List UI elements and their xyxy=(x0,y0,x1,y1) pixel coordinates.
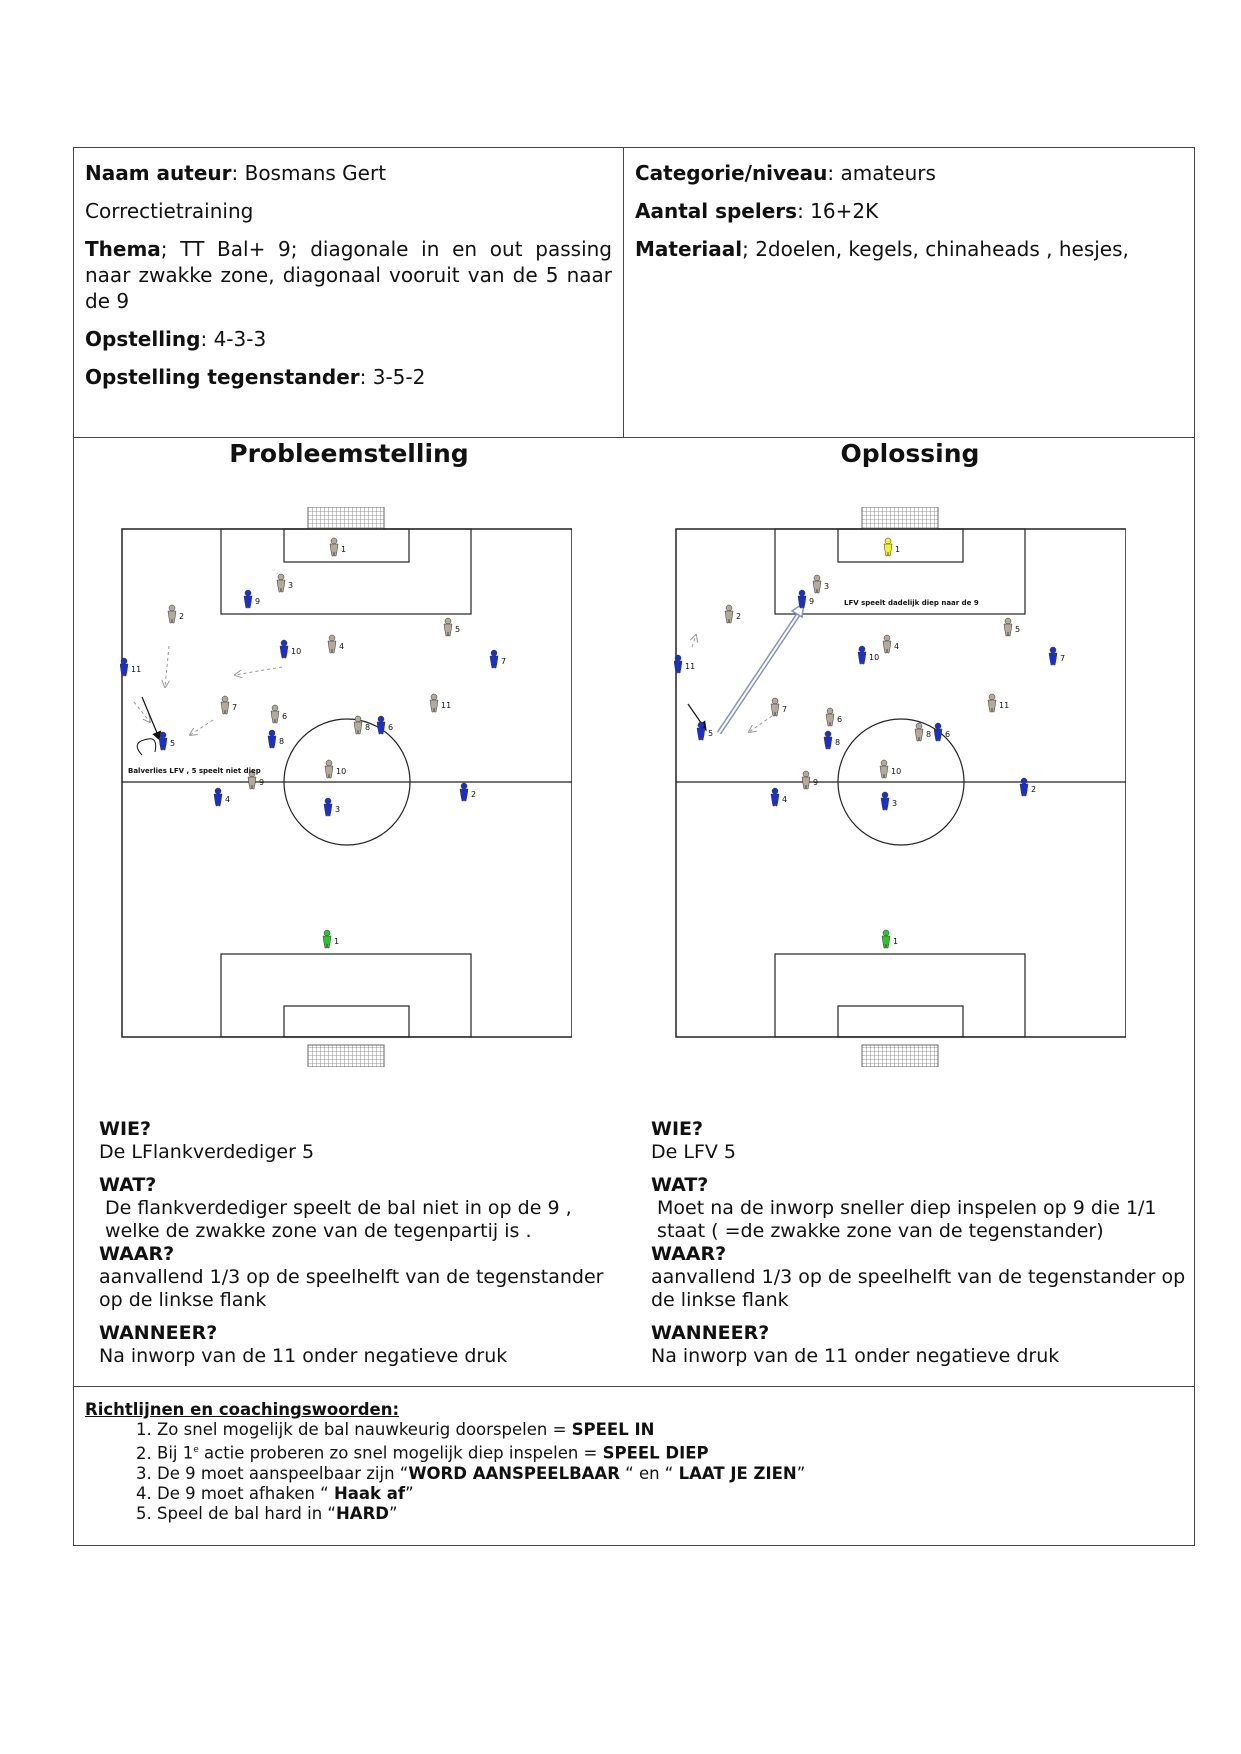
player-number: 7 xyxy=(1060,654,1066,663)
solution-field-diagram xyxy=(674,507,1126,1067)
player-number: 6 xyxy=(388,723,394,732)
player-number: 11 xyxy=(441,701,452,710)
header-section xyxy=(74,148,1194,438)
player-number: 9 xyxy=(809,597,815,606)
player-number: 1 xyxy=(341,545,347,554)
guidelines-list xyxy=(85,1420,1183,1524)
training-type: Correctietraining xyxy=(85,199,254,223)
guidelines-section xyxy=(74,1386,1194,1524)
player-number: 4 xyxy=(339,642,345,651)
when-question: WANNEER? xyxy=(99,1322,218,1344)
what-answer-line2: welke de zwakke zone van de tegenpartij is . xyxy=(99,1220,532,1242)
player-number: 4 xyxy=(225,795,231,804)
what-question: WAT? xyxy=(99,1174,157,1196)
player-number: 6 xyxy=(282,712,288,721)
player-number: 3 xyxy=(824,582,830,591)
player-number: 10 xyxy=(891,767,902,776)
where-answer-line2: de linkse flank xyxy=(651,1289,789,1311)
player-number: 4 xyxy=(894,642,900,651)
player-number: 1 xyxy=(334,937,340,946)
player-number: 7 xyxy=(232,703,238,712)
player-number: 8 xyxy=(365,723,371,732)
diagrams-section xyxy=(74,437,1194,1387)
theme-line: Thema; TT Bal+ 9; diagonale in en out passing naar zwakke zone, diagonaal vooruit van de 5 naar de 9 xyxy=(85,237,612,313)
opp-formation-line: Opstelling tegenstander: 3-5-2 xyxy=(85,365,426,389)
player-number: 5 xyxy=(170,739,176,748)
player-number: 11 xyxy=(131,665,142,674)
when-answer: Na inworp van de 11 onder negatieve druk xyxy=(99,1345,508,1367)
what-answer-line2: staat ( =de zwakke zone van de tegenstander) xyxy=(651,1220,1104,1242)
player-number: 3 xyxy=(335,805,341,814)
where-answer-line1: aanvallend 1/3 op de speelhelft van de tegenstander xyxy=(99,1266,604,1288)
player-number: 2 xyxy=(179,612,185,621)
player-number: 10 xyxy=(336,767,347,776)
player-number: 2 xyxy=(736,612,742,621)
player-number: 6 xyxy=(837,715,843,724)
player-number: 9 xyxy=(813,778,819,787)
who-answer: De LFlankverdediger 5 xyxy=(99,1141,315,1163)
who-question: WIE? xyxy=(651,1118,704,1140)
player-number: 10 xyxy=(869,653,880,662)
who-question: WIE? xyxy=(99,1118,152,1140)
material-line: Materiaal; 2doelen, kegels, chinaheads , hesjes, xyxy=(635,237,1129,261)
what-question: WAT? xyxy=(651,1174,709,1196)
formation-line: Opstelling: 4-3-3 xyxy=(85,327,267,351)
bottom-goal-net xyxy=(862,1045,938,1067)
what-answer-line1: De flankverdediger speelt de bal niet in op de 9 , xyxy=(99,1197,572,1219)
player-number: 3 xyxy=(288,581,294,590)
player-number: 5 xyxy=(1015,625,1021,634)
player-number: 4 xyxy=(782,795,788,804)
solution-qa xyxy=(651,1118,1191,1368)
guideline-item: 5. Speel de bal hard in “HARD” xyxy=(157,1504,1183,1524)
player-number: 1 xyxy=(895,545,901,554)
problem-qa xyxy=(99,1118,619,1368)
player-number: 11 xyxy=(999,701,1010,710)
solution-title: Oplossing xyxy=(840,439,980,468)
player-number: 10 xyxy=(291,647,302,656)
top-goal-net xyxy=(308,507,384,529)
problem-title: Probleemstelling xyxy=(229,439,469,468)
guideline-item: 4. De 9 moet afhaken “ Haak af” xyxy=(157,1484,1183,1504)
where-answer-line2: op de linkse flank xyxy=(99,1289,267,1311)
player-number: 9 xyxy=(259,778,265,787)
when-question: WANNEER? xyxy=(651,1322,770,1344)
who-answer: De LFV 5 xyxy=(651,1141,736,1163)
player-number: 8 xyxy=(926,730,932,739)
player-number: 1 xyxy=(893,937,899,946)
players-line: Aantal spelers: 16+2K xyxy=(635,199,879,223)
player-number: 5 xyxy=(455,625,461,634)
player-number: 3 xyxy=(892,799,898,808)
player-number: 8 xyxy=(835,738,841,747)
player-number: 8 xyxy=(279,737,285,746)
guidelines-title: Richtlijnen en coachingswoorden: xyxy=(85,1400,400,1419)
player-number: 2 xyxy=(1031,785,1037,794)
player-number: 7 xyxy=(501,657,507,666)
header-left xyxy=(74,148,624,437)
top-goal-net xyxy=(862,507,938,529)
player-number: 9 xyxy=(255,597,261,606)
guideline-item: 3. De 9 moet aanspeelbaar zijn “WORD AANSPEELBAAR “ en “ LAAT JE ZIEN” xyxy=(157,1464,1183,1484)
player-number: 11 xyxy=(685,662,696,671)
guideline-item: 1. Zo snel mogelijk de bal nauwkeurig doorspelen = SPEEL IN xyxy=(157,1420,1183,1440)
when-answer: Na inworp van de 11 onder negatieve druk xyxy=(651,1345,1060,1367)
where-answer-line1: aanvallend 1/3 op de speelhelft van de tegenstander op xyxy=(651,1266,1186,1288)
pitch-outline xyxy=(122,529,572,1037)
player-number: 2 xyxy=(471,790,477,799)
bottom-goal-net xyxy=(308,1045,384,1067)
header-right xyxy=(624,148,1196,437)
where-question: WAAR? xyxy=(99,1243,175,1265)
training-sheet xyxy=(73,147,1195,1546)
solution-field-caption: LFV speelt dadelijk diep naar de 9 xyxy=(844,599,979,607)
problem-field-diagram xyxy=(120,507,572,1067)
guideline-item: 2. Bij 1e actie proberen zo snel mogelijk diep inspelen = SPEEL DIEP xyxy=(157,1440,1183,1464)
problem-field-caption: Balverlies LFV , 5 speelt niet diep xyxy=(128,767,261,775)
category-line: Categorie/niveau: amateurs xyxy=(635,161,936,185)
what-answer-line1: Moet na de inworp sneller diep inspelen op 9 die 1/1 xyxy=(651,1197,1157,1219)
player-number: 6 xyxy=(945,730,951,739)
player-number: 5 xyxy=(708,729,714,738)
player-number: 7 xyxy=(782,705,788,714)
author-line: Naam auteur: Bosmans Gert xyxy=(85,161,387,185)
where-question: WAAR? xyxy=(651,1243,727,1265)
